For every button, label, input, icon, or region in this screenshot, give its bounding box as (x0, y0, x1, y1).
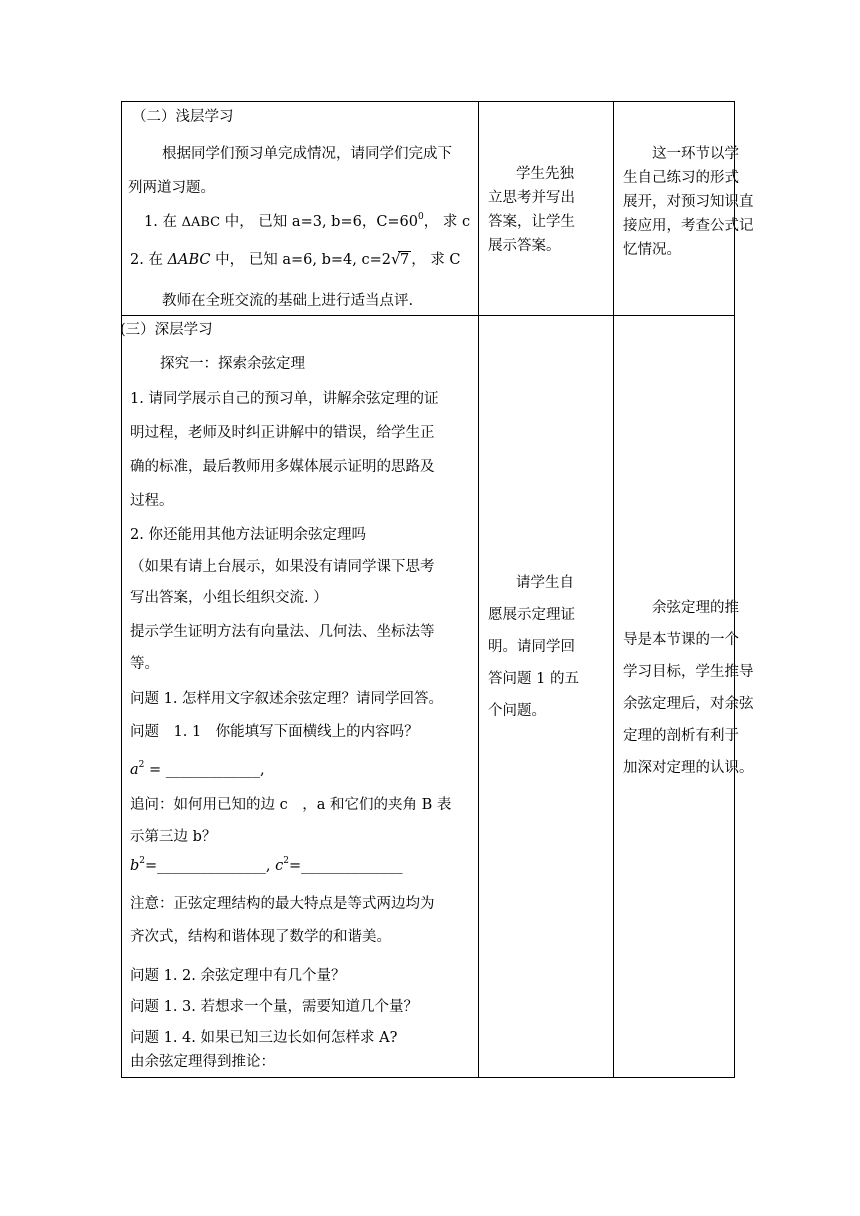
design-intent-line: 余弦定理的推 (652, 600, 739, 616)
student-activity-line: 学生先独 (516, 166, 574, 182)
paragraph-line: （如果有请上台展示，如果没有请同学课下思考 (130, 559, 435, 575)
student-activity-line: 明。请同学回 (488, 639, 575, 655)
column-divider (613, 102, 614, 1077)
student-activity-line: 立思考并写出 (488, 190, 575, 206)
exercise-1: 1. 在 ΔABC 中， 已知 a=3, b=6，$C=60^0$， 求 c (144, 212, 471, 230)
paragraph-line: 明过程，老师及时纠正讲解中的错误，给学生正 (130, 425, 435, 441)
question-1-4: 问题 1. 4. 如果已知三边长如何怎样求 A? (130, 1030, 398, 1046)
teacher-comment: 教师在全班交流的基础上进行适当点评. (162, 293, 414, 309)
student-activity-line: 答案，让学生 (488, 214, 575, 230)
formula-a-squared: $a^2$ = _____________, (130, 760, 265, 778)
paragraph-line: 提示学生证明方法有向量法、几何法、坐标法等 (130, 624, 435, 640)
design-intent-line: 学习目标，学生推导 (623, 664, 754, 680)
question-1-2: 问题 1. 2. 余弦定理中有几个量？ (130, 968, 346, 984)
student-activity-line: 展示答案。 (488, 238, 561, 254)
paragraph-line: 写出答案，小组长组织交流. ） (130, 590, 328, 606)
paragraph-line: 过程。 (130, 493, 174, 509)
note-line: 注意：正弦定理结构的最大特点是等式两边均为 (130, 896, 435, 912)
design-intent-line: 余弦定理后，对余弦 (623, 696, 754, 712)
followup-line: 示第三边 b？ (130, 829, 217, 845)
formula-b-c-squared: $b^2=\_\_\_\_\_\_\_\_\_\_\_\_\_\_\_$, $c^2=\_\_\_\_\_\_\_\_\_\_\_\_\_\_$ (130, 856, 403, 874)
design-intent-line: 展开，对预习知识直 (623, 194, 754, 210)
question-main: 问题 1. 怎样用文字叙述余弦定理？请同学回答。 (130, 691, 444, 707)
student-activity-line: 愿展示定理证 (488, 607, 575, 623)
section-title-shallow: （二）浅层学习 (132, 109, 234, 125)
question-1-1: 问题 1. 1 你能填写下面横线上的内容吗？ (130, 724, 419, 740)
design-intent-line: 定理的剖析有利于 (623, 728, 739, 744)
lesson-table (120, 101, 754, 1078)
paragraph-line: 1. 请同学展示自己的预习单，讲解余弦定理的证 (130, 391, 439, 407)
design-intent-line: 这一环节以学 (652, 146, 739, 162)
design-intent-line: 忆情况。 (623, 242, 681, 258)
paragraph-line: 2. 你还能用其他方法证明余弦定理吗 (130, 527, 366, 543)
corollary-line: 由余弦定理得到推论： (130, 1054, 275, 1070)
design-intent-line: 加深对定理的认识。 (623, 760, 754, 776)
student-activity-line: 个问题。 (488, 703, 546, 719)
design-intent-line: 生自己练习的形式 (623, 170, 739, 186)
design-intent-line: 接应用，考查公式记 (623, 218, 754, 234)
design-intent-line: 导是本节课的一个 (623, 632, 739, 648)
exercise-2: 2. 在 ΔABC 中， 已知 a=6, b=4, c=2 √ 7 ， 求 C (130, 250, 461, 268)
sqrt-symbol: √ 7 (390, 250, 410, 268)
paragraph-line: 确的标准，最后教师用多媒体展示证明的思路及 (130, 459, 435, 475)
student-activity-line: 请学生自 (516, 575, 574, 591)
paragraph-line: 等。 (130, 656, 159, 672)
intro-line: 列两道习题。 (128, 180, 215, 196)
column-divider (478, 102, 479, 1077)
explore-heading: 探究一：探索余弦定理 (160, 356, 305, 372)
section-title-deep: (三）深层学习 (120, 322, 213, 338)
note-line: 齐次式，结构和谐体现了数学的和谐美。 (130, 929, 391, 945)
row-divider (122, 315, 734, 316)
intro-line: 根据同学们预习单完成情况，请同学们完成下 (162, 146, 452, 162)
followup-line: 追问：如何用已知的边 c ，a 和它们的夹角 B 表 (130, 797, 452, 813)
question-1-3: 问题 1. 3. 若想求一个量，需要知道几个量？ (130, 999, 418, 1015)
student-activity-line: 答问题 1 的五 (488, 671, 579, 687)
